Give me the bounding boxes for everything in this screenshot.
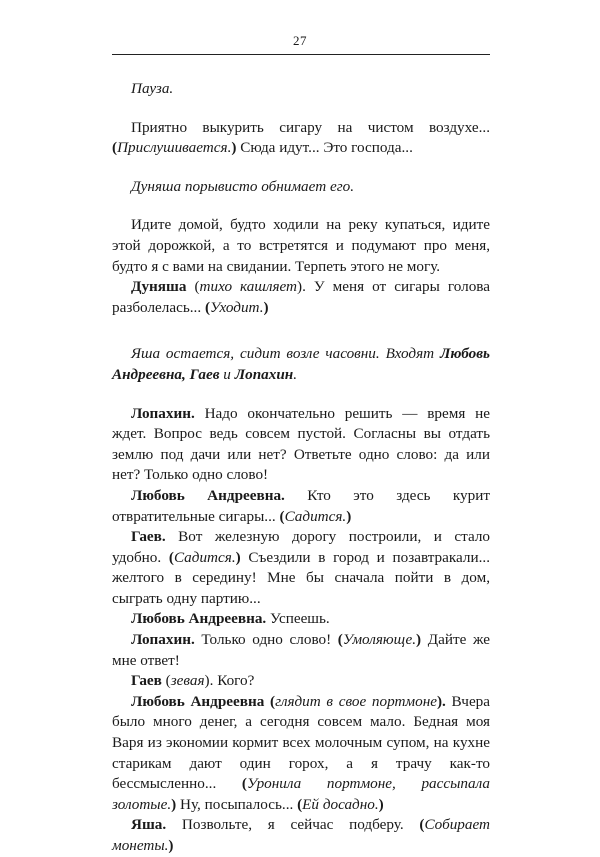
stage-direction-entrance: Яша остается, сидит возле часовни. Входят Любовь Андреевна, Гаев и Лопахин. [112,345,490,383]
speech-lyubov: Любовь Андреевна (глядит в свое портмоне). Вчера было много денег, а сегодня совсем мало. Бедная моя Варя из экономии кормит всех молочным супом, на кухне старикам дают один горох, а я трачу как-то бессмысленно... (Уронила портмоне, рассыпала золотые.) Ну, посыпалось... (Ей досадно.) [112,692,491,813]
speech-continuation: Приятно выкурить сигару на чистом воздухе... (Прислушивается.) Сюда идут... Это господа... [112,118,490,157]
speech-yasha: Яша. Позвольте, я сейчас подберу. (Собирает монеты.) [112,816,490,854]
speech-gaev: Гаев (зевая). Кого? [131,672,255,690]
page-number: 27 [293,33,307,48]
speech-dunyasha: Дуняша (тихо кашляет). У меня от сигары голова разболелась... (Уходит.) [112,278,490,316]
speech-lopakhin: Лопахин. Только одно слово! (Умоляюще.) Дайте же мне ответ! [112,631,490,669]
speech-lopakhin: Лопахин. Надо окончательно решить — время не ждет. Вопрос ведь совсем пустой. Согласны вы отдать землю под дачи или нет? Ответьте одно слово: да или нет? Только одно слово! [112,404,490,484]
speech-paragraph: Идите домой, будто ходили на реку купаться, идите этой дорожкой, а то встретятся и подумают про меня, будто я с вами на свидании. Терпеть этого не могу. [112,216,490,275]
stage-direction-dunyasha: Дуняша порывисто обнимает его. [131,177,355,195]
speech-gaev: Гаев. Вот железную дорогу построили, и стало удобно. (Садится.) Съездили в город и позавтракали... желтого в середину! Мне бы сначала пойти в дом, сыграть одну партию... [112,528,491,607]
stage-direction-pause: Пауза. [131,80,174,97]
header-rule [112,54,490,55]
speech-lyubov: Любовь Андреевна. Успеешь. [131,610,330,628]
play-text [112,79,490,857]
speech-lyubov: Любовь Андреевна. Кто это здесь курит отвратительные сигары... (Садится.) [112,486,490,525]
